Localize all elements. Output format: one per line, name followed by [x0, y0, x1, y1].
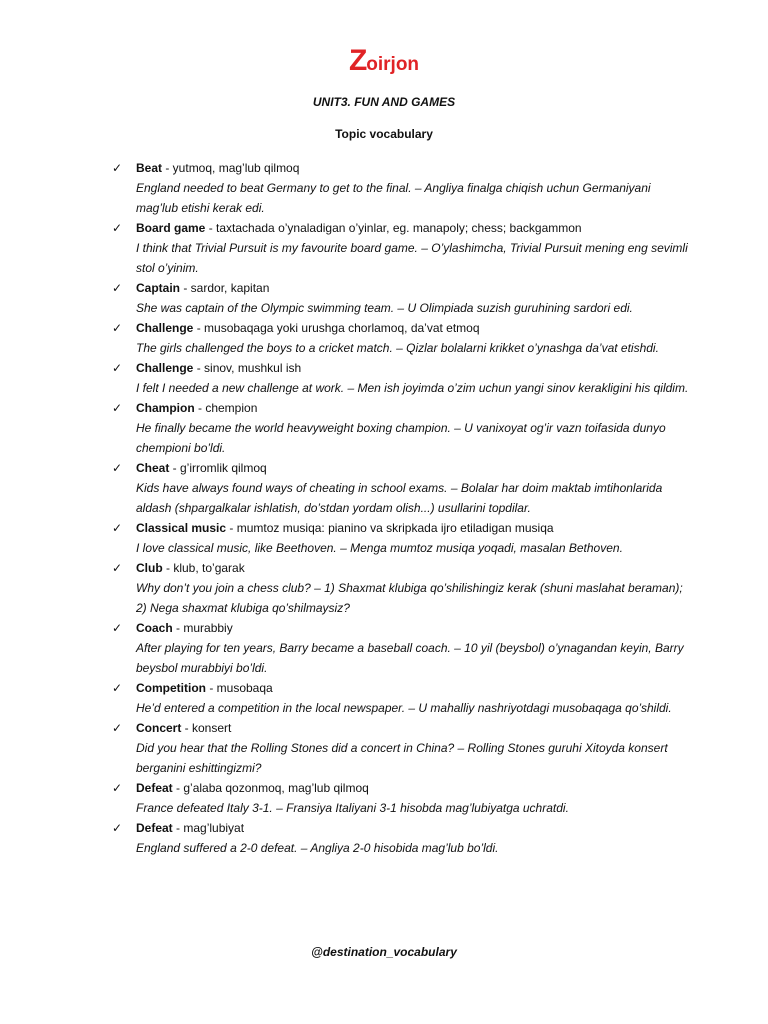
vocab-term: Cheat: [136, 461, 170, 475]
check-icon: ✓: [112, 721, 123, 735]
vocab-definition: - chempion: [194, 401, 258, 415]
vocab-example: I felt I needed a new challenge at work. – Men ish joyimda o’zim uchun yangi sinov kerakligini his qildim.: [136, 381, 689, 395]
vocab-definition: - klub, to’garak: [162, 561, 245, 575]
vocab-entry: [110, 358, 690, 398]
vocab-definition: - murabbiy: [172, 621, 233, 635]
check-icon: ✓: [112, 401, 123, 415]
vocab-term: Competition: [136, 681, 206, 695]
vocab-entry: [110, 818, 690, 858]
vocab-entry: [110, 558, 690, 618]
vocab-definition: - sinov, mushkul ish: [193, 361, 302, 375]
vocab-entry: [110, 218, 690, 278]
vocab-entry: [110, 518, 690, 558]
vocab-example: Why don’t you join a chess club? – 1) Shaxmat klubiga qo’shilishingiz kerak (shuni maslahat beraman); 2) Nega shaxmat klubiga qo’shilmaysiz?: [136, 581, 683, 615]
check-icon: ✓: [112, 221, 123, 235]
vocab-example: I love classical music, like Beethoven. – Menga mumtoz musiqa yoqadi, masalan Bethoven.: [136, 541, 623, 555]
zoirjon-logo: [0, 44, 768, 78]
vocab-example: Kids have always found ways of cheating in school exams. – Bolalar har doim maktab imtihonlarida aldash (shpargalkalar ishlatish, do’stdan yordam olish...) usullarini topdilar.: [136, 481, 663, 515]
vocab-example: She was captain of the Olympic swimming team. – U Olimpiada suzish guruhining sardori edi.: [136, 301, 633, 315]
check-icon: ✓: [112, 161, 123, 175]
vocab-definition: - g’alaba qozonmoq, mag’lub qilmoq: [172, 781, 369, 795]
vocab-term: Coach: [136, 621, 173, 635]
vocab-entry: [110, 158, 690, 218]
vocab-term: Defeat: [136, 781, 173, 795]
vocab-example: I think that Trivial Pursuit is my favourite board game. – O’ylashimcha, Trivial Pursuit mening eng sevimli stol o’yinim.: [136, 241, 688, 275]
vocab-term: Champion: [136, 401, 195, 415]
vocab-entry: [110, 678, 690, 718]
unit-title: UNIT3. FUN AND GAMES: [312, 95, 456, 109]
vocab-example: After playing for ten years, Barry became a baseball coach. – 10 yil (beysbol) o’ynagandan keyin, Barry beysbol murabbiyi bo’ldi.: [136, 641, 684, 675]
logo-first-letter: Z: [348, 44, 367, 77]
vocab-example: France defeated Italy 3-1. – Fransiya Italiyani 3-1 hisobda mag’lubiyatga uchratdi.: [136, 801, 569, 815]
vocab-entry: [110, 278, 690, 318]
check-icon: ✓: [112, 461, 123, 475]
vocab-term: Classical music: [136, 521, 227, 535]
vocab-term: Beat: [136, 161, 163, 175]
vocab-term: Captain: [136, 281, 181, 295]
check-icon: ✓: [112, 321, 123, 335]
vocabulary-list: [110, 158, 690, 858]
vocab-definition: - musobaqaga yoki urushga chorlamoq, da’vat etmoq: [193, 321, 480, 335]
vocab-example: England needed to beat Germany to get to the final. – Angliya finalga chiqish uchun Germaniyani mag’lub etishi kerak edi.: [136, 181, 651, 215]
check-icon: ✓: [112, 621, 123, 635]
vocab-term: Club: [136, 561, 163, 575]
vocab-entry: [110, 718, 690, 778]
vocab-definition: - g’irromlik qilmoq: [169, 461, 267, 475]
vocab-definition: - mumtoz musiqa: pianino va skripkada ijro etiladigan musiqa: [226, 521, 554, 535]
vocab-example: Did you hear that the Rolling Stones did a concert in China? – Rolling Stones guruhi Xitoyda konsert berganini eshittingizmi?: [136, 741, 668, 775]
check-icon: ✓: [112, 781, 123, 795]
vocab-term: Challenge: [136, 361, 194, 375]
check-icon: ✓: [112, 821, 123, 835]
check-icon: ✓: [112, 681, 123, 695]
logo-text: oirjon: [366, 54, 420, 75]
vocab-definition: - taxtachada o’ynaladigan o’yinlar, eg. manapoly; chess; backgammon: [205, 221, 582, 235]
vocab-entry: [110, 458, 690, 518]
vocab-definition: - yutmoq, mag’lub qilmoq: [162, 161, 300, 175]
footer-handle: @destination_vocabulary: [311, 945, 457, 959]
vocab-term: Board game: [136, 221, 206, 235]
check-icon: ✓: [112, 521, 123, 535]
vocab-entry: [110, 618, 690, 678]
vocab-definition: - konsert: [181, 721, 232, 735]
vocab-term: Concert: [136, 721, 182, 735]
vocab-entry: [110, 778, 690, 818]
vocab-definition: - musobaqa: [206, 681, 273, 695]
vocab-example: He finally became the world heavyweight boxing champion. – U vanixoyat og’ir vazn toifasida dunyo chempioni bo’ldi.: [136, 421, 666, 455]
vocab-term: Challenge: [136, 321, 194, 335]
topic-title: Topic vocabulary: [335, 127, 433, 141]
vocab-entry: [110, 318, 690, 358]
check-icon: ✓: [112, 561, 123, 575]
vocab-term: Defeat: [136, 821, 173, 835]
vocab-entry: [110, 398, 690, 458]
vocab-definition: - mag’lubiyat: [172, 821, 245, 835]
vocab-example: He’d entered a competition in the local newspaper. – U mahalliy nashriyotdagi musobaqaga qo’shildi.: [136, 701, 672, 715]
check-icon: ✓: [112, 361, 123, 375]
check-icon: ✓: [112, 281, 123, 295]
vocab-definition: - sardor, kapitan: [180, 281, 270, 295]
vocab-example: England suffered a 2-0 defeat. – Angliya 2-0 hisobida mag’lub bo’ldi.: [136, 841, 499, 855]
vocab-example: The girls challenged the boys to a cricket match. – Qizlar bolalarni krikket o’ynashga da’vat etishdi.: [136, 341, 659, 355]
